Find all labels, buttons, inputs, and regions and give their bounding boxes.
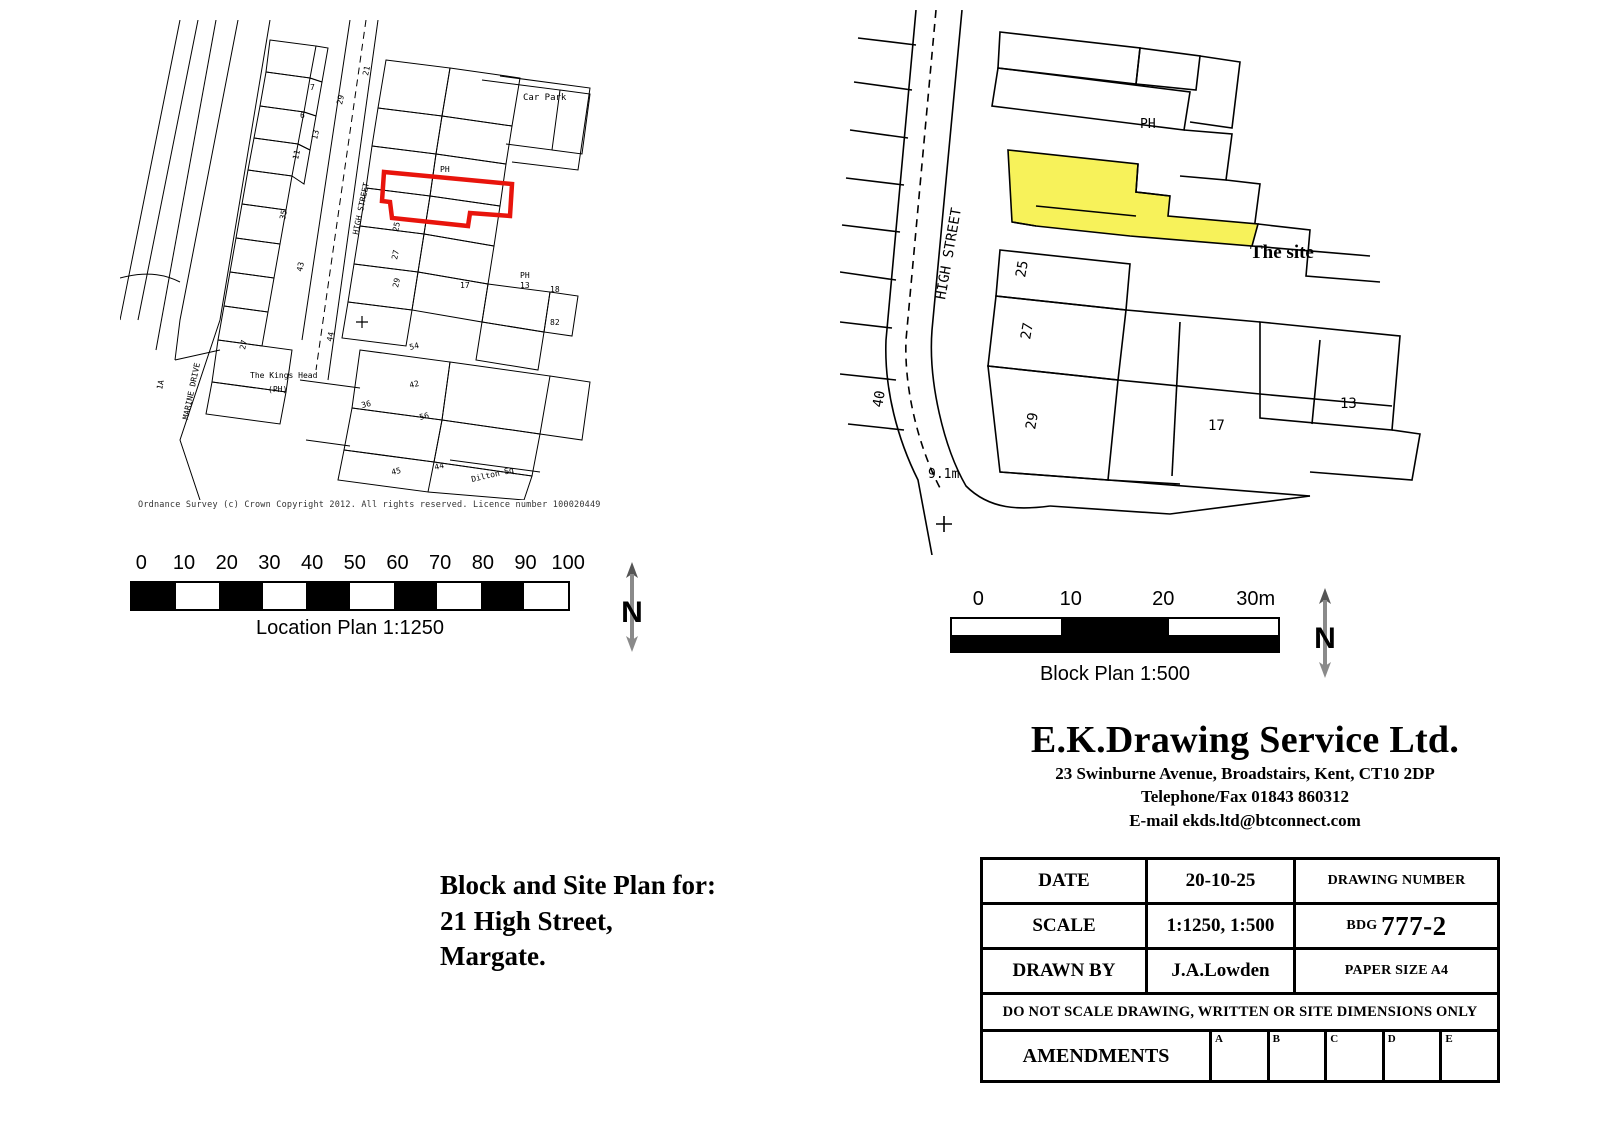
- map-label: Dilton Sq: [470, 465, 515, 484]
- north-arrow-block: [1305, 588, 1345, 678]
- site-outline-location: [382, 172, 512, 226]
- date-value: 20-10-25: [1148, 860, 1296, 902]
- map-label: 27: [238, 339, 249, 351]
- amendment-slot-b[interactable]: B: [1270, 1032, 1328, 1080]
- company-details: [960, 718, 1530, 832]
- company-email: E-mail ekds.ltd@btconnect.com: [1129, 810, 1361, 830]
- map-label: 42: [408, 379, 420, 390]
- map-label: 7: [310, 83, 315, 92]
- project-title-line2: 21 High Street,: [440, 905, 613, 936]
- map-label: 56: [418, 411, 430, 422]
- map-label: PH: [1140, 117, 1156, 132]
- map-label: 17: [1208, 418, 1225, 434]
- block-plan-map: [840, 10, 1460, 555]
- title-block-row-scale: [983, 905, 1497, 950]
- amendment-slot-d[interactable]: D: [1385, 1032, 1443, 1080]
- do-not-scale-note: DO NOT SCALE DRAWING, WRITTEN OR SITE DIMENSIONS ONLY: [980, 995, 1500, 1032]
- map-label: (PH): [268, 385, 288, 394]
- map-label: 13: [520, 281, 530, 290]
- company-name: E.K.Drawing Service Ltd.: [1030, 719, 1460, 761]
- amendment-slot-c[interactable]: C: [1327, 1032, 1385, 1080]
- block-plan-caption: Block Plan 1:500: [1039, 663, 1191, 685]
- map-label: 9.1m: [928, 467, 960, 482]
- drawn-by-label: DRAWN BY: [983, 950, 1148, 992]
- map-label: PH: [440, 165, 450, 174]
- map-label: 29: [391, 277, 402, 289]
- drawing-number-label: DRAWING NUMBER: [1327, 873, 1466, 888]
- location-plan: [120, 20, 620, 510]
- drawing-number: 777-2: [1381, 910, 1447, 941]
- site-fill-block: [1008, 150, 1258, 246]
- company-phone: Telephone/Fax 01843 860312: [1140, 787, 1350, 807]
- title-block-row-date: [983, 860, 1497, 905]
- north-letter-location: N: [621, 596, 643, 629]
- block-scalebar: 0 10 20 30m Block Plan 1:500: [950, 588, 1300, 686]
- drawing-number-value: [1296, 905, 1497, 947]
- amendments-label: AMENDMENTS: [983, 1032, 1212, 1080]
- map-label: 82: [550, 318, 560, 327]
- map-label: The Kings Head: [250, 371, 318, 380]
- map-label: 25: [391, 221, 402, 233]
- site-label-block: The site: [1250, 242, 1314, 263]
- map-label: 45: [390, 466, 402, 477]
- north-letter-block: N: [1314, 622, 1336, 655]
- os-copyright-credit: Ordnance Survey (c) Crown Copyright 2012. All rights reserved. Licence number 100020449: [138, 500, 601, 510]
- map-label: Car Park: [523, 93, 567, 103]
- map-label: 21: [361, 65, 372, 77]
- scale-value: 1:1250, 1:500: [1148, 905, 1296, 947]
- title-block-row-drawnby: [983, 950, 1497, 995]
- map-label: 29: [335, 94, 346, 106]
- map-label: 36: [360, 399, 372, 410]
- north-arrow-location: [612, 562, 652, 652]
- map-label: 13: [310, 129, 321, 141]
- map-label: 29: [1023, 411, 1042, 431]
- map-label: 44: [325, 331, 336, 343]
- map-label: 27: [1018, 321, 1037, 341]
- map-label: MARINE DRIVE: [181, 362, 202, 421]
- map-label: 1A: [155, 379, 166, 391]
- scale-label: SCALE: [983, 905, 1148, 947]
- date-label: DATE: [983, 860, 1148, 902]
- title-block: [980, 857, 1500, 1083]
- location-plan-caption: Location Plan 1:1250: [256, 617, 444, 639]
- map-label: 6: [300, 111, 305, 120]
- paper-size: PAPER SIZE A4: [1344, 963, 1449, 978]
- map-label: 54: [408, 341, 420, 352]
- map-label: HIGH STREET: [351, 181, 371, 236]
- amendment-slot-e[interactable]: E: [1445, 1033, 1453, 1045]
- map-label: 25: [1013, 259, 1032, 279]
- map-label: 43: [295, 261, 306, 273]
- project-title: [440, 868, 880, 975]
- map-label: PH: [520, 271, 530, 280]
- amendments-row: [980, 1032, 1500, 1083]
- map-label: HIGH STREET: [933, 206, 966, 301]
- map-label: 40: [870, 389, 889, 409]
- map-label: 11: [291, 149, 302, 161]
- amendment-slot-a[interactable]: A: [1212, 1032, 1270, 1080]
- drawing-number-prefix: BDG: [1346, 918, 1378, 933]
- map-label: 44: [433, 461, 445, 472]
- location-scalebar: 0 10 20 30 40 50 60 70 80 90 100 Location Plan 1:1250: [130, 552, 590, 640]
- map-label: 35: [278, 209, 289, 221]
- map-label: 27: [390, 249, 401, 261]
- project-title-line1: Block and Site Plan for:: [440, 870, 717, 900]
- block-plan: [840, 10, 1460, 555]
- map-label: 18: [550, 285, 560, 294]
- location-plan-map: [120, 20, 620, 500]
- drawn-by-value: J.A.Lowden: [1148, 950, 1296, 992]
- company-address: 23 Swinburne Avenue, Broadstairs, Kent, CT10 2DP: [1055, 764, 1435, 783]
- map-label: 17: [460, 281, 470, 290]
- map-label: 13: [1340, 396, 1357, 412]
- project-title-line3: Margate.: [440, 941, 546, 972]
